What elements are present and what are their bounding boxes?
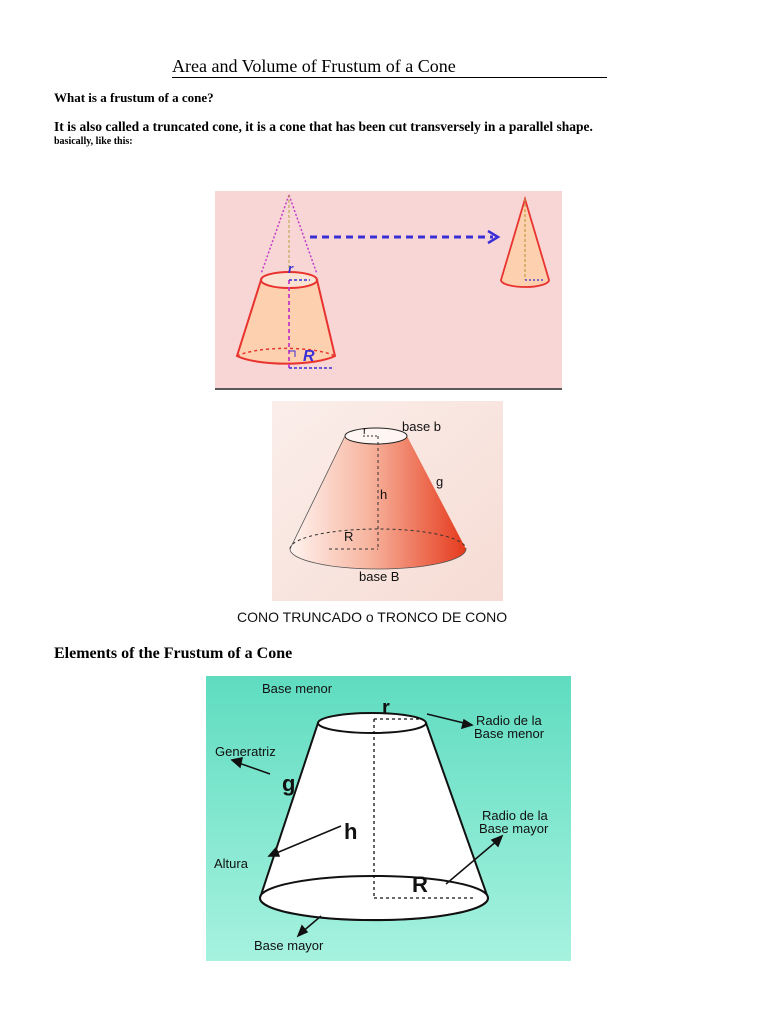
fig2-label-base-B: base B	[359, 569, 400, 584]
question-heading: What is a frustum of a cone?	[54, 90, 214, 105]
truncated-cone-figure	[237, 401, 543, 631]
fig2-caption: CONO TRUNCADO o TRONCO DE CONO	[237, 609, 508, 625]
fig2-label-r: r	[363, 425, 367, 437]
fig3-base-mayor: Base mayor	[254, 938, 324, 953]
fig3-radio-mayor-line2: Base mayor	[479, 821, 549, 836]
cone-cut-figure	[215, 191, 562, 394]
fig3-radio-menor-line2: Base menor	[474, 726, 545, 741]
fig1-label-R: R	[303, 348, 315, 365]
subtitle-text: basically, like this:	[54, 136, 133, 147]
fig2-label-h: h	[380, 487, 388, 502]
fig1-label-r: r	[288, 261, 294, 276]
fig3-altura: Altura	[214, 856, 248, 871]
fig3-base-menor: Base menor	[262, 681, 333, 696]
frustum-elements-figure	[206, 676, 571, 961]
fig3-generatriz: Generatriz	[215, 744, 276, 759]
description-text: It is also called a truncated cone, it is a cone that has been cut transversely in a parallel shape.	[54, 119, 593, 134]
fig3-label-r: r	[382, 697, 390, 719]
fig2-label-base-b: base b	[402, 419, 442, 434]
fig2-label-g: g	[436, 474, 444, 489]
fig3-label-R: R	[412, 872, 428, 897]
fig2-label-R: R	[344, 529, 354, 544]
fig3-label-h: h	[344, 819, 358, 844]
page-title: Area and Volume of Frustum of a Cone	[172, 55, 607, 78]
fig3-label-g: g	[282, 771, 296, 796]
section-heading: Elements of the Frustum of a Cone	[54, 645, 293, 662]
fig3-radio-mayor-line1: Radio de la	[482, 808, 548, 823]
fig3-radio-menor-line1: Radio de la	[476, 713, 542, 728]
